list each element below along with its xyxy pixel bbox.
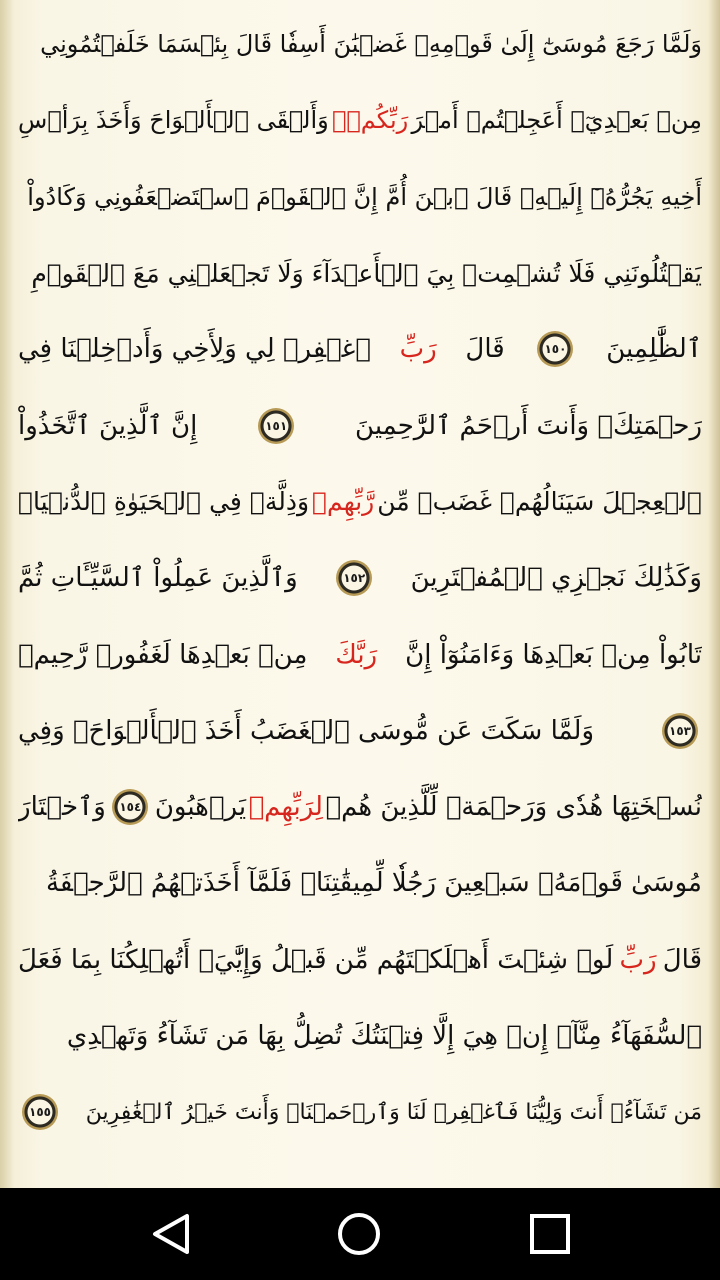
verse-line	[18, 616, 702, 692]
verse-line	[18, 387, 702, 463]
verse-line	[18, 311, 702, 387]
highlighted-word: رَبَّكَ	[335, 639, 378, 670]
ayah-number-marker[interactable]: ١٥٤	[112, 789, 148, 825]
recents-square-icon	[529, 1213, 571, 1255]
verse-text: مِنۢ بَعۡدِهَا لَغَفُورٞ رَّحِيمٞ	[18, 639, 308, 670]
back-button[interactable]	[139, 1202, 203, 1266]
verse-text: وَكَذَٰلِكَ نَجۡزِي ٱلۡمُفۡتَرِينَ	[410, 563, 702, 594]
verse-line	[18, 464, 702, 540]
highlighted-word: رَبِّكُمۡۖ	[331, 106, 409, 135]
verse-text: قَالَ	[465, 334, 505, 365]
verse-text: رَحۡمَتِكَۖ وَأَنتَ أَرۡحَمُ ٱلرَّٰحِمِينَ	[355, 410, 702, 441]
verse-text: مَن تَشَآءُۖ أَنتَ وَلِيُّنَا فَٱغۡفِرۡ لَنَا وَٱرۡحَمۡنَاۖ وَأَنتَ خَيۡرُ ٱلۡغَٰفِرِينَ	[85, 1099, 702, 1125]
verse-text: ٱلۡعِجۡلَ سَيَنَالُهُمۡ غَضَبٞ مِّن	[377, 487, 702, 517]
verse-text: يَرۡهَبُونَ	[154, 792, 247, 823]
verse-line	[18, 235, 702, 311]
highlighted-word: رَبِّ	[399, 334, 437, 365]
verse-text: مِنۢ بَعۡدِيٓۖ أَعَجِلۡتُمۡ أَمۡرَ	[411, 106, 702, 135]
ayah-number-marker[interactable]: ١٥٣	[662, 713, 698, 749]
back-triangle-icon	[149, 1212, 193, 1256]
verse-text: قَالَ	[662, 944, 702, 975]
verse-text: ٱلسُّفَهَآءُ مِنَّآۖ إِنۡ هِيَ إِلَّا فِتۡنَتُكَ تُضِلُّ بِهَا مَن تَشَآءُ وَتَهۡدِي	[66, 1021, 702, 1051]
verse-lines	[18, 6, 702, 1150]
verse-text: وَٱلَّذِينَ عَمِلُواْ ٱلسَّيِّـَٔاتِ ثُمَّ	[18, 563, 298, 594]
highlighted-word: رَّبِّهِمۡ	[312, 487, 375, 517]
verse-text: لَوۡ شِئۡتَ أَهۡلَكۡتَهُم مِّن قَبۡلُ وَإِيَّٰيَۖ أَتُهۡلِكُنَا بِمَا فَعَلَ	[18, 944, 614, 975]
verse-text: أَخِيهِ يَجُرُّهُۥٓ إِلَيۡهِۚ قَالَ ٱبۡنَ أُمَّ إِنَّ ٱلۡقَوۡمَ ٱسۡتَضۡعَفُونِي وَكَادُواْ	[27, 182, 702, 211]
home-button[interactable]	[327, 1202, 391, 1266]
verse-text: تَابُواْ مِنۢ بَعۡدِهَا وَءَامَنُوٓاْ إِنَّ	[405, 639, 702, 670]
verse-line	[18, 922, 702, 998]
verse-text: وَلَمَّا رَجَعَ مُوسَىٰٓ إِلَىٰ قَوۡمِهِۦ غَضۡبَٰنَ أَسِفٗا قَالَ بِئۡسَمَا خَلَفۡتُمُونِي	[40, 30, 702, 59]
verse-line	[18, 998, 702, 1074]
verse-text: وَذِلَّةٞ فِي ٱلۡحَيَوٰةِ ٱلدُّنۡيَاۚ	[18, 487, 310, 517]
verse-text: مُوسَىٰ قَوۡمَهُۥ سَبۡعِينَ رَجُلٗا لِّمِيقَٰتِنَاۖ فَلَمَّآ أَخَذَتۡهُمُ ٱلرَّجۡفَةُ	[45, 868, 702, 899]
ayah-number-marker[interactable]: ١٥٢	[336, 560, 372, 596]
verse-line	[18, 159, 702, 235]
verse-text: ٱلظَّٰلِمِينَ	[606, 334, 702, 365]
verse-line	[18, 1074, 702, 1150]
home-circle-icon	[336, 1211, 382, 1257]
verse-line	[18, 82, 702, 158]
verse-text: وَأَلۡقَى ٱلۡأَلۡوَاحَ وَأَخَذَ بِرَأۡسِ	[18, 106, 329, 135]
verse-text: ٱغۡفِرۡ لِي وَلِأَخِي وَأَدۡخِلۡنَا فِي	[18, 334, 371, 365]
ayah-number-marker[interactable]: ١٥١	[258, 408, 294, 444]
verse-line	[18, 769, 702, 845]
verse-text: وَلَمَّا سَكَتَ عَن مُّوسَى ٱلۡغَضَبُ أَخَذَ ٱلۡأَلۡوَاحَۖ وَفِي	[18, 715, 595, 746]
verse-line	[18, 845, 702, 921]
verse-line	[18, 540, 702, 616]
verse-text: نُسۡخَتِهَا هُدٗى وَرَحۡمَةٞ لِّلَّذِينَ هُمۡ	[325, 792, 702, 823]
ayah-number-marker[interactable]: ١٥٥	[22, 1094, 58, 1130]
android-navigation-bar	[0, 1188, 720, 1280]
ayah-number-marker[interactable]: ١٥٠	[537, 331, 573, 367]
verse-text: يَقۡتُلُونَنِي فَلَا تُشۡمِتۡ بِيَ ٱلۡأَعۡدَآءَ وَلَا تَجۡعَلۡنِي مَعَ ٱلۡقَوۡمِ	[31, 258, 702, 288]
verse-text: وَٱخۡتَارَ	[18, 792, 106, 823]
verse-line	[18, 693, 702, 769]
verse-line	[18, 6, 702, 82]
recents-button[interactable]	[518, 1202, 582, 1266]
highlighted-word: رَبِّ	[619, 944, 657, 975]
highlighted-word: لِرَبِّهِمۡ	[248, 792, 323, 823]
verse-text: إِنَّ ٱلَّذِينَ ٱتَّخَذُواْ	[18, 410, 198, 441]
